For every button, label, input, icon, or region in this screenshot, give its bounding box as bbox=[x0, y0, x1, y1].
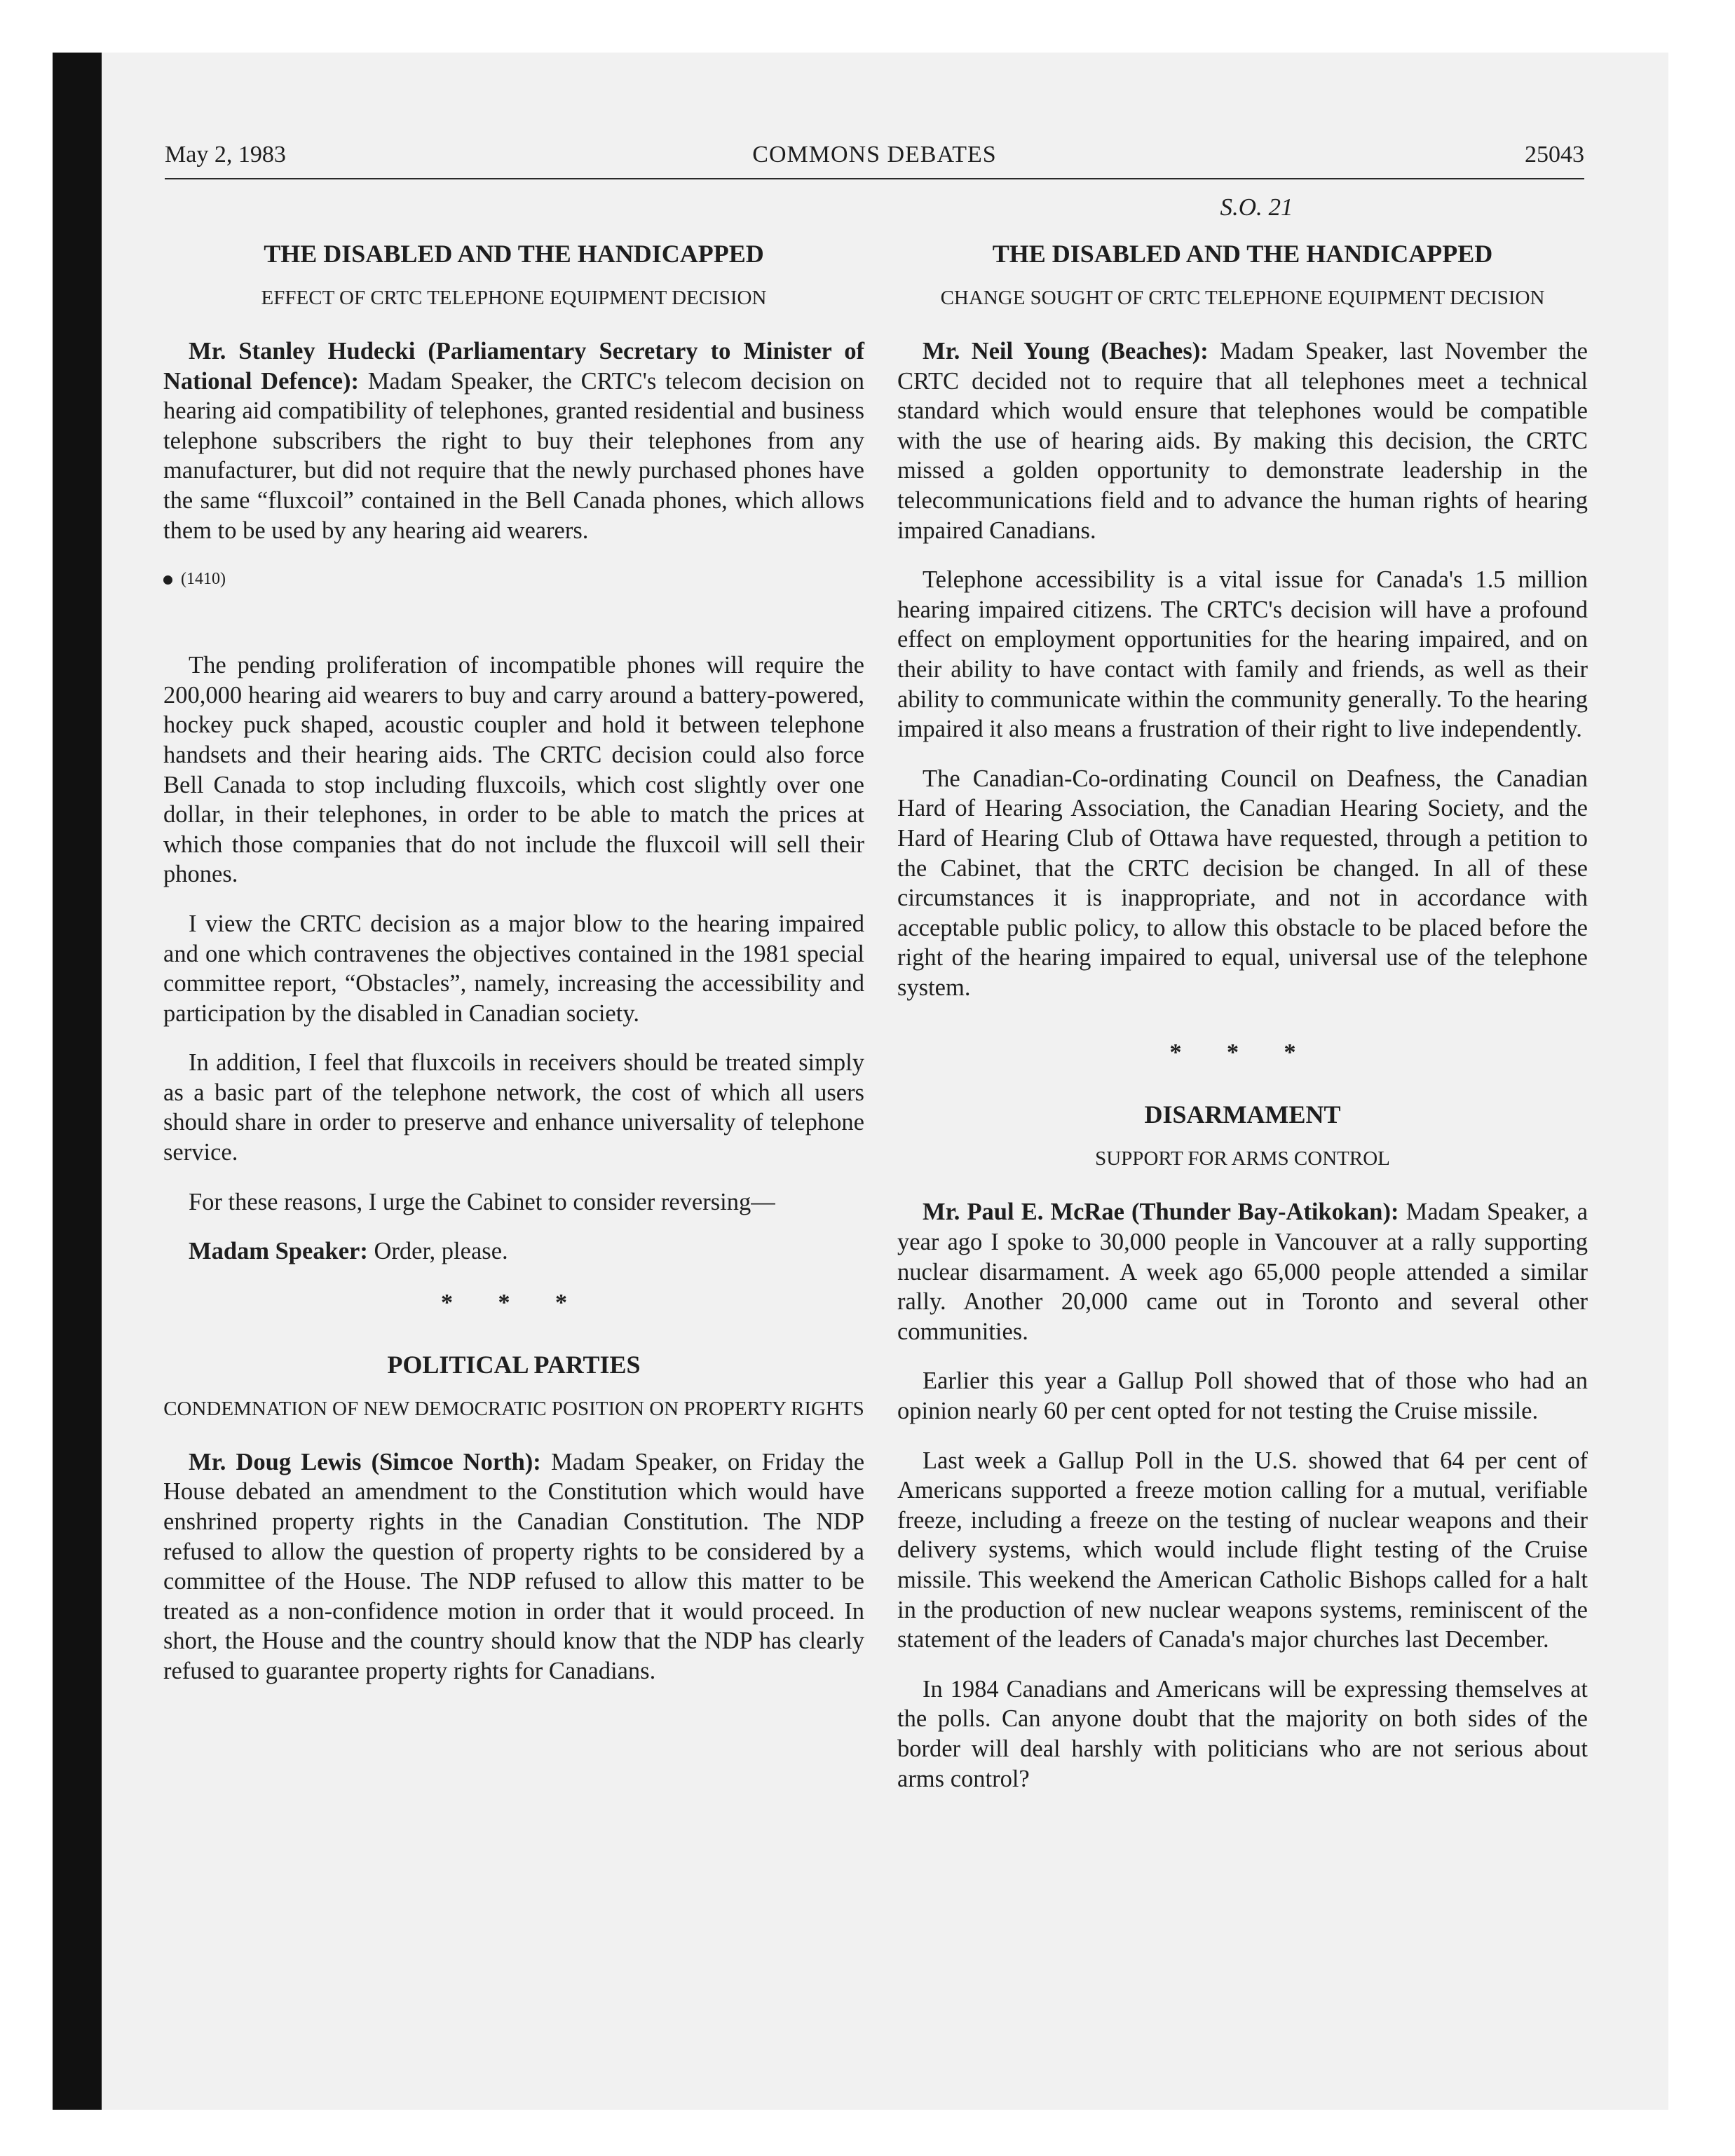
paragraph-text: Madam Speaker, on Friday the House debated an amendment to the Constitution which would have enshrined property rights in the Canadian Constitution. The NDP refused to allow the question of property rights to be considered by a committee of the House. The NDP refused to allow this matter to be treated as a non-confidence motion in order that it would proceed. In short, the House and the country should know that the NDP has clearly refused to guarantee property rights for Canadians. bbox=[163, 1448, 865, 1684]
bullet-icon bbox=[163, 575, 172, 585]
paragraph-gallup-us: Last week a Gallup Poll in the U.S. showed that 64 per cent of Americans supported a freeze motion calling for a mutual, verifiable freeze, including a freeze on the testing of nuclear weapons and their delivery systems, which would include flight testing of the Cruise missile. This weekend the American Catholic Bishops called for a halt in the production of new nuclear weapons systems, reminiscent of the statement of the leaders of Canada's major churches last December. bbox=[897, 1447, 1588, 1653]
standing-order-label: S.O. 21 bbox=[1220, 193, 1293, 221]
left-column-spacer bbox=[163, 188, 864, 238]
section-subtitle-effect: EFFECT OF CRTC TELEPHONE EQUIPMENT DECISION bbox=[261, 287, 767, 309]
paragraph-text: Order, please. bbox=[374, 1238, 508, 1265]
section-title-political-parties: POLITICAL PARTIES bbox=[387, 1350, 641, 1379]
paragraph-major-blow: I view the CRTC decision as a major blow to the hearing impaired and one which contravenes the objectives contained in the 1981 special committee report, “Obstacles”, namely, increasing the accessibility and participation by the disabled in Canadian society. bbox=[163, 910, 864, 1027]
speaker-lewis: Mr. Doug Lewis (Simcoe North): bbox=[189, 1448, 541, 1475]
speaker-madam-speaker: Madam Speaker: bbox=[189, 1238, 368, 1265]
section-subtitle-change-sought: CHANGE SOUGHT OF CRTC TELEPHONE EQUIPMENT DECISION bbox=[940, 287, 1545, 309]
paragraph-mcrae bbox=[897, 1197, 1588, 1346]
section-separator-stars-right: * * * bbox=[1169, 1039, 1316, 1066]
left-column bbox=[163, 188, 864, 1706]
right-column bbox=[897, 188, 1588, 1813]
speaker-mcrae: Mr. Paul E. McRae (Thunder Bay-Atikokan): bbox=[923, 1199, 1399, 1226]
speaker-young: Mr. Neil Young (Beaches): bbox=[923, 338, 1209, 364]
header-date: May 2, 1983 bbox=[165, 142, 286, 168]
timestamp-text: (1410) bbox=[181, 570, 226, 589]
header-publication: COMMONS DEBATES bbox=[752, 142, 997, 168]
section-title-disabled: THE DISABLED AND THE HANDICAPPED bbox=[264, 240, 764, 268]
timestamp bbox=[163, 565, 864, 593]
paragraph-text: Madam Speaker, the CRTC's telecom decision on hearing aid compatibility of telephones, granted residential and business telephone subscribers the right to buy their telephones from any manufacturer, but did not require that the newly purchased phones have the same “fluxcoil” contained in the Bell Canada phones, which allows them to be used by any hearing aid wearers. bbox=[163, 367, 864, 544]
header-page-number: 25043 bbox=[1525, 142, 1584, 168]
paragraph-proliferation: The pending proliferation of incompatible phones will require the 200,000 hearing aid wearers to buy and carry around a battery-powered, hockey puck shaped, acoustic coupler and hold it between telephone handsets and their hearing aids. The CRTC decision could also force Bell Canada to stop including fluxcoils, which cost slightly over one dollar, in their telephones, in order to be able to match the prices at which those companies that do not include the fluxcoil will sell their phones. bbox=[163, 652, 864, 888]
paragraph-young bbox=[897, 336, 1588, 545]
paragraph-hudecki bbox=[163, 336, 864, 545]
paragraph-lewis bbox=[163, 1447, 864, 1686]
section-subtitle-arms-control: SUPPORT FOR ARMS CONTROL bbox=[1095, 1147, 1390, 1171]
paragraph-accessibility: Telephone accessibility is a vital issue for Canada's 1.5 million hearing impaired citizens. The CRTC's decision will have a profound effect on employment opportunities for the hearing impaired, and on their ability to have contact with family and friends, as well as their ability to communicate within the community generally. To the hearing impaired it also means a frustration of their right to live independently. bbox=[897, 566, 1588, 743]
section-title-disarmament: DISARMAMENT bbox=[1144, 1100, 1341, 1129]
paragraph-reversing: For these reasons, I urge the Cabinet to consider reversing— bbox=[189, 1188, 775, 1215]
paragraph-fluxcoils: In addition, I feel that fluxcoils in receivers should be treated simply as a basic part of the telephone network, the cost of which all users should share in order to preserve and enhance universality of telephone service. bbox=[163, 1049, 864, 1166]
paragraph-gallup-canada: Earlier this year a Gallup Poll showed that of those who had an opinion nearly 60 per cent opted for not testing the Cruise missile. bbox=[897, 1367, 1588, 1425]
paragraph-council: The Canadian-Co-ordinating Council on Deafness, the Canadian Hard of Hearing Association, the Canadian Hearing Society, and the Hard of Hearing Club of Ottawa have requested, through a petition to the Cabinet, that the CRTC decision be changed. In all of these circumstances it is inappropriate, and not in accordance with acceptable public policy, to allow this obstacle to be placed before the right of the hearing impaired to equal, universal use of the telephone system. bbox=[897, 765, 1588, 1001]
paragraph-text: Madam Speaker, a year ago I spoke to 30,000 people in Vancouver at a rally supporting nuclear disarmament. A week ago 65,000 people attended a similar rally. Another 20,000 came out in Toronto and several other communities. bbox=[897, 1199, 1588, 1345]
section-subtitle-condemnation: CONDEMNATION OF NEW DEMOCRATIC POSITION ON PROPERTY RIGHTS bbox=[163, 1397, 864, 1420]
paragraph-madam-speaker bbox=[163, 1236, 864, 1267]
section-separator-stars: * * * bbox=[441, 1289, 587, 1316]
section-title-disabled-right: THE DISABLED AND THE HANDICAPPED bbox=[992, 240, 1493, 268]
page-header bbox=[165, 142, 1584, 179]
paragraph-1984-polls: In 1984 Canadians and Americans will be expressing themselves at the polls. Can anyone doubt that the majority on both sides of the border will deal harshly with politicians who are not serious about arms control? bbox=[897, 1675, 1588, 1792]
scan-edge bbox=[53, 53, 102, 2110]
speaker-hudecki: Mr. Stanley Hudecki (Parliamentary Secretary to Minister of National Defence): bbox=[163, 338, 864, 395]
paragraph-text: Madam Speaker, last November the CRTC decided not to require that all telephones meet a technical standard which would ensure that telephones would be compatible with the use of hearing aids. By making this decision, the CRTC missed a golden opportunity to demonstrate leadership in the telecommunications field and to advance the human rights of hearing impaired Canadians. bbox=[897, 338, 1588, 544]
